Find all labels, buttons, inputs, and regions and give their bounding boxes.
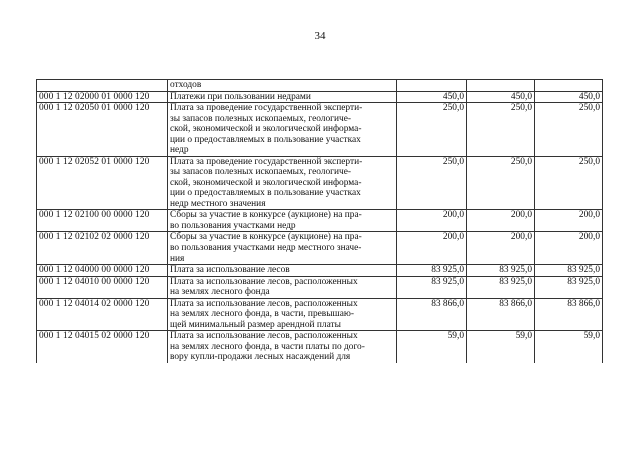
amount-cell-year-3: 450,0 [535,91,603,103]
amount-cell-year-2: 83 866,0 [467,298,535,331]
amount-cell-year-3: 200,0 [535,210,603,232]
budget-code-cell: 000 1 12 02050 01 0000 120 [37,103,168,157]
item-name-cell: Плата за использование лесов [168,265,397,277]
amount-cell-year-2: 250,0 [467,156,535,210]
item-name-cell: отходов [168,80,397,92]
amount-cell-year-3: 59,0 [535,331,603,363]
budget-code-cell: 000 1 12 02102 02 0000 120 [37,232,168,265]
amount-cell-year-2: 59,0 [467,331,535,363]
amount-cell-year-1: 59,0 [397,331,467,363]
table-row [37,210,603,232]
amount-cell-year-3 [535,80,603,92]
budget-revenue-table [36,79,603,363]
amount-cell-year-3: 250,0 [535,156,603,210]
amount-cell-year-1: 200,0 [397,232,467,265]
budget-code-cell: 000 1 12 02000 01 0000 120 [37,91,168,103]
budget-code-cell: 000 1 12 04014 02 0000 120 [37,298,168,331]
amount-cell-year-3: 83 925,0 [535,265,603,277]
amount-cell-year-2: 450,0 [467,91,535,103]
table-row [37,80,603,92]
amount-cell-year-1: 250,0 [397,156,467,210]
item-name-cell: Платежи при пользовании недрами [168,91,397,103]
page-number: 34 [314,30,326,42]
table-row [37,232,603,265]
amount-cell-year-3: 200,0 [535,232,603,265]
table-row [37,91,603,103]
amount-cell-year-3: 250,0 [535,103,603,157]
item-name-cell: Плата за использование лесов, расположенных на землях лесного фонда, в части, превышаю- щей минимальный размер арендной платы [168,298,397,331]
item-name-cell: Сборы за участие в конкурсе (аукционе) на пра- во пользования участками недр [168,210,397,232]
amount-cell-year-3: 83 866,0 [535,298,603,331]
budget-code-cell: 000 1 12 04010 00 0000 120 [37,276,168,298]
amount-cell-year-3: 83 925,0 [535,276,603,298]
item-name-cell: Плата за использование лесов, расположенных на землях лесного фонда [168,276,397,298]
budget-code-cell: 000 1 12 04000 00 0000 120 [37,265,168,277]
table-row [37,103,603,157]
table-row [37,265,603,277]
amount-cell-year-1: 83 925,0 [397,265,467,277]
item-name-cell: Сборы за участие в конкурсе (аукционе) на пра- во пользования участками недр местного значе- ния [168,232,397,265]
budget-code-cell: 000 1 12 04015 02 0000 120 [37,331,168,363]
table-row [37,156,603,210]
amount-cell-year-2: 83 925,0 [467,265,535,277]
amount-cell-year-2: 200,0 [467,232,535,265]
amount-cell-year-1: 200,0 [397,210,467,232]
amount-cell-year-1: 83 866,0 [397,298,467,331]
item-name-cell: Плата за проведение государственной эксперти- зы запасов полезных ископаемых, геологиче- ской, экономической и экологической информа- ции о предоставляемых в пользование участках недр [168,103,397,157]
amount-cell-year-2: 250,0 [467,103,535,157]
amount-cell-year-1: 250,0 [397,103,467,157]
amount-cell-year-2: 200,0 [467,210,535,232]
amount-cell-year-2 [467,80,535,92]
budget-code-cell: 000 1 12 02100 00 0000 120 [37,210,168,232]
amount-cell-year-1: 83 925,0 [397,276,467,298]
amount-cell-year-2: 83 925,0 [467,276,535,298]
item-name-cell: Плата за использование лесов, расположенных на землях лесного фонда, в части платы по дого- вору купли-продажи лесных насаждений для [168,331,397,363]
table-row [37,298,603,331]
budget-code-cell [37,80,168,92]
budget-code-cell: 000 1 12 02052 01 0000 120 [37,156,168,210]
amount-cell-year-1: 450,0 [397,91,467,103]
table-row [37,276,603,298]
item-name-cell: Плата за проведение государственной эксперти- зы запасов полезных ископаемых, геологиче- ской, экономической и экологической информа- ции о предоставляемых в пользование участках недр местного значения [168,156,397,210]
table-row [37,331,603,363]
amount-cell-year-1 [397,80,467,92]
